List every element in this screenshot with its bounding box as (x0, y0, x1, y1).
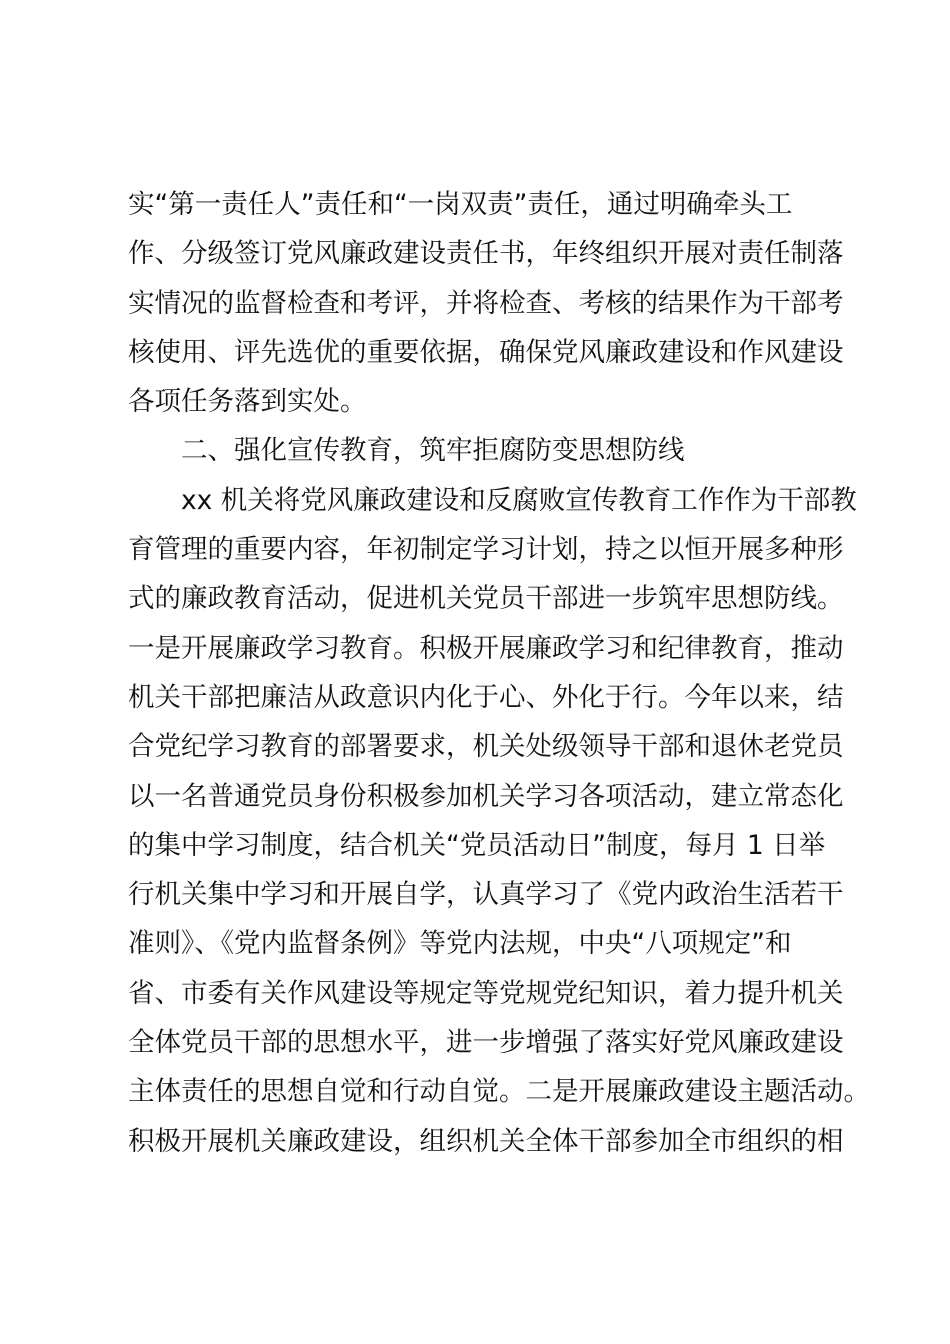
body-text (128, 180, 870, 1166)
text-line: 行机关集中学习和开展自学，认真学习了《党内政治生活若干 (128, 879, 844, 911)
text-line: 作、分级签订党风廉政建设责任书，年终组织开展对责任制落 (128, 238, 844, 270)
text-line: 省、市委有关作风建设等规定等党规党纪知识，着力提升机关 (128, 977, 844, 1009)
text-line: 的集中学习制度，结合机关“党员活动日”制度，每月 1 日举 (128, 829, 826, 861)
text-line: 实情况的监督检查和考评，并将检查、考核的结果作为干部考 (128, 287, 844, 319)
text-line: 准则》、《党内监督条例》等党内法规，中央“八项规定”和 (128, 928, 792, 960)
text-line: 式的廉政教育活动，促进机关党员干部进一步筑牢思想防线。 (128, 583, 844, 615)
text-line: 以一名普通党员身份积极参加机关学习各项活动，建立常态化 (128, 780, 844, 812)
text-line: 主体责任的思想自觉和行动自觉。二是开展廉政建设主题活动。 (128, 1076, 870, 1108)
text-line: 核使用、评先选优的重要依据，确保党风廉政建设和作风建设 (128, 336, 844, 368)
text-line: 合党纪学习教育的部署要求，机关处级领导干部和退休老党员 (128, 731, 844, 763)
text-line: 实“第一责任人”责任和“一岗双责”责任，通过明确牵头工 (128, 189, 793, 220)
text-line: 各项任务落到实处。 (128, 386, 367, 418)
text-line: 积极开展机关廉政建设，组织机关全体干部参加全市组织的相 (128, 1125, 844, 1157)
paragraph-first-line: xx 机关将党风廉政建设和反腐败宣传教育工作作为干部教 (181, 484, 857, 516)
text-line: 全体党员干部的思想水平，进一步增强了落实好党风廉政建设 (128, 1027, 844, 1059)
text-line: 机关干部把廉洁从政意识内化于心、外化于行。今年以来，结 (128, 681, 844, 713)
section-heading: 二、强化宣传教育，筑牢拒腐防变思想防线 (181, 435, 685, 467)
text-line: 育管理的重要内容，年初制定学习计划，持之以恒开展多种形 (128, 534, 844, 566)
text-line: 一是开展廉政学习教育。积极开展廉政学习和纪律教育，推动 (128, 632, 844, 664)
